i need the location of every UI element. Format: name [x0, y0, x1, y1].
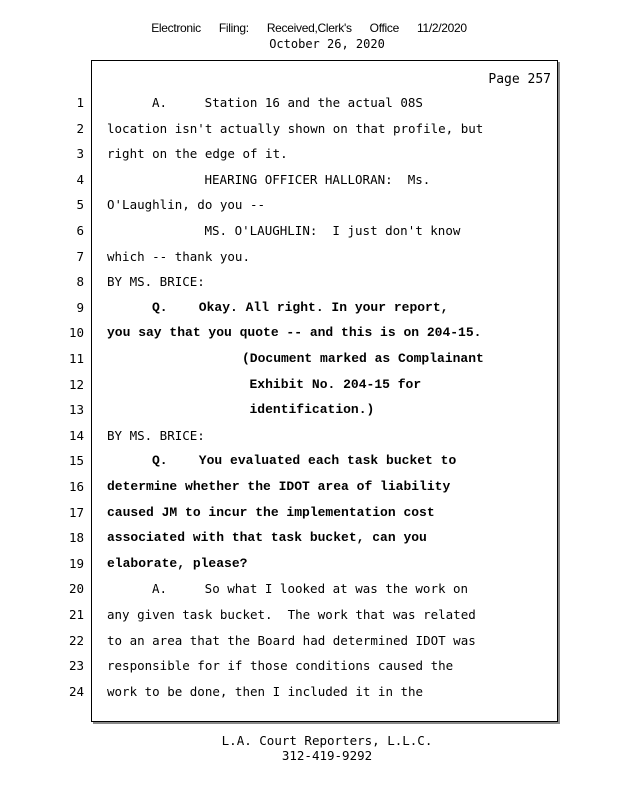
line-text: to an area that the Board had determined IDOT was: [107, 632, 476, 648]
line-number: 21: [68, 607, 84, 622]
transcript-line: [0, 479, 618, 499]
line-text: Q. You evaluated each task bucket to: [152, 453, 457, 469]
transcript-line: [0, 402, 618, 422]
line-text: determine whether the IDOT area of liability: [107, 479, 451, 494]
transcript-line: [0, 249, 618, 269]
line-text: MS. O'LAUGHLIN: I just don't know: [204, 223, 461, 238]
line-number: 13: [68, 402, 84, 418]
transcript-line: [0, 658, 618, 678]
line-text: Exhibit No. 204-15 for: [249, 376, 422, 392]
transcript-line: [0, 121, 618, 141]
line-text: location isn't actually shown on that profile, but: [107, 120, 484, 136]
transcript-line: [0, 274, 618, 294]
transcript-line: [0, 172, 618, 192]
transcript-line: [0, 607, 618, 627]
line-number: 7: [76, 248, 84, 264]
line-text: A. Station 16 and the actual 08S: [152, 95, 423, 110]
filing-part: Electronic: [151, 21, 201, 35]
transcript-line: [0, 223, 618, 243]
line-number: 19: [68, 555, 84, 571]
line-text: responsible for if those conditions caused the: [107, 658, 454, 674]
line-text: BY MS. BRICE:: [107, 427, 205, 443]
line-text: any given task bucket. The work that was related: [107, 607, 476, 622]
transcript-line: [0, 684, 618, 704]
line-text: associated with that task bucket, can you: [107, 530, 427, 546]
transcript-line: [0, 530, 618, 550]
line-text: Q. Okay. All right. In your report,: [152, 299, 449, 315]
line-number: 15: [68, 453, 84, 469]
line-text: BY MS. BRICE:: [107, 274, 205, 290]
transcript-line: [0, 325, 618, 345]
line-number: 14: [68, 427, 84, 443]
footer: [0, 733, 618, 763]
transcript-line: [0, 351, 618, 371]
hearing-date: October 26, 2020: [269, 37, 385, 51]
line-number: 16: [68, 479, 84, 494]
line-text: right on the edge of it.: [107, 146, 288, 162]
line-text: identification.): [249, 402, 375, 418]
transcript-line: [0, 453, 618, 473]
transcript-line: [0, 428, 618, 448]
transcript-line: [0, 377, 618, 397]
filing-part: Filing:: [218, 21, 249, 35]
transcript-line: [0, 300, 618, 320]
line-number: 23: [68, 658, 84, 674]
line-number: 1: [76, 95, 84, 110]
transcript-line: [0, 146, 618, 166]
line-text: caused JM to incur the implementation cost: [107, 504, 435, 520]
line-text: (Document marked as Complainant: [242, 351, 484, 366]
line-number: 10: [68, 325, 84, 341]
line-number: 24: [68, 683, 84, 699]
page-number: Page 257: [488, 72, 551, 87]
line-text: which -- thank you.: [107, 248, 250, 264]
filing-part: Received,Clerk's: [266, 21, 352, 35]
line-number: 20: [68, 581, 84, 597]
line-number: 4: [76, 171, 84, 187]
line-number: 17: [68, 504, 84, 520]
filing-part: 11/2/2020: [417, 21, 467, 35]
filing-part: Office: [369, 21, 399, 35]
line-text: work to be done, then I included it in the: [107, 683, 424, 699]
line-text: elaborate, please?: [107, 555, 248, 571]
line-text: O'Laughlin, do you --: [107, 197, 266, 213]
transcript-line: [0, 197, 618, 217]
line-text: A. So what I looked at was the work on: [152, 581, 469, 597]
transcript-line: [0, 581, 618, 601]
line-text: HEARING OFFICER HALLORAN: Ms.: [204, 171, 431, 187]
transcript-line: [0, 95, 618, 115]
line-number: 9: [76, 299, 84, 315]
line-number: 18: [68, 530, 84, 546]
line-number: 11: [68, 351, 84, 366]
line-number: 8: [76, 274, 84, 290]
transcript-line: [0, 556, 618, 576]
transcript-line: [0, 633, 618, 653]
filing-stamp: [0, 21, 618, 35]
reporter-phone: 312-419-9292: [281, 748, 373, 763]
line-text: you say that you quote -- and this is on 204-15.: [107, 325, 482, 341]
line-number: 2: [76, 120, 84, 136]
line-number: 6: [76, 223, 84, 238]
line-number: 22: [68, 632, 84, 648]
reporter-company: L.A. Court Reporters, L.L.C.: [221, 733, 433, 748]
line-number: 5: [76, 197, 84, 213]
transcript-line: [0, 505, 618, 525]
line-number: 3: [76, 146, 84, 162]
line-number: 12: [68, 376, 84, 392]
